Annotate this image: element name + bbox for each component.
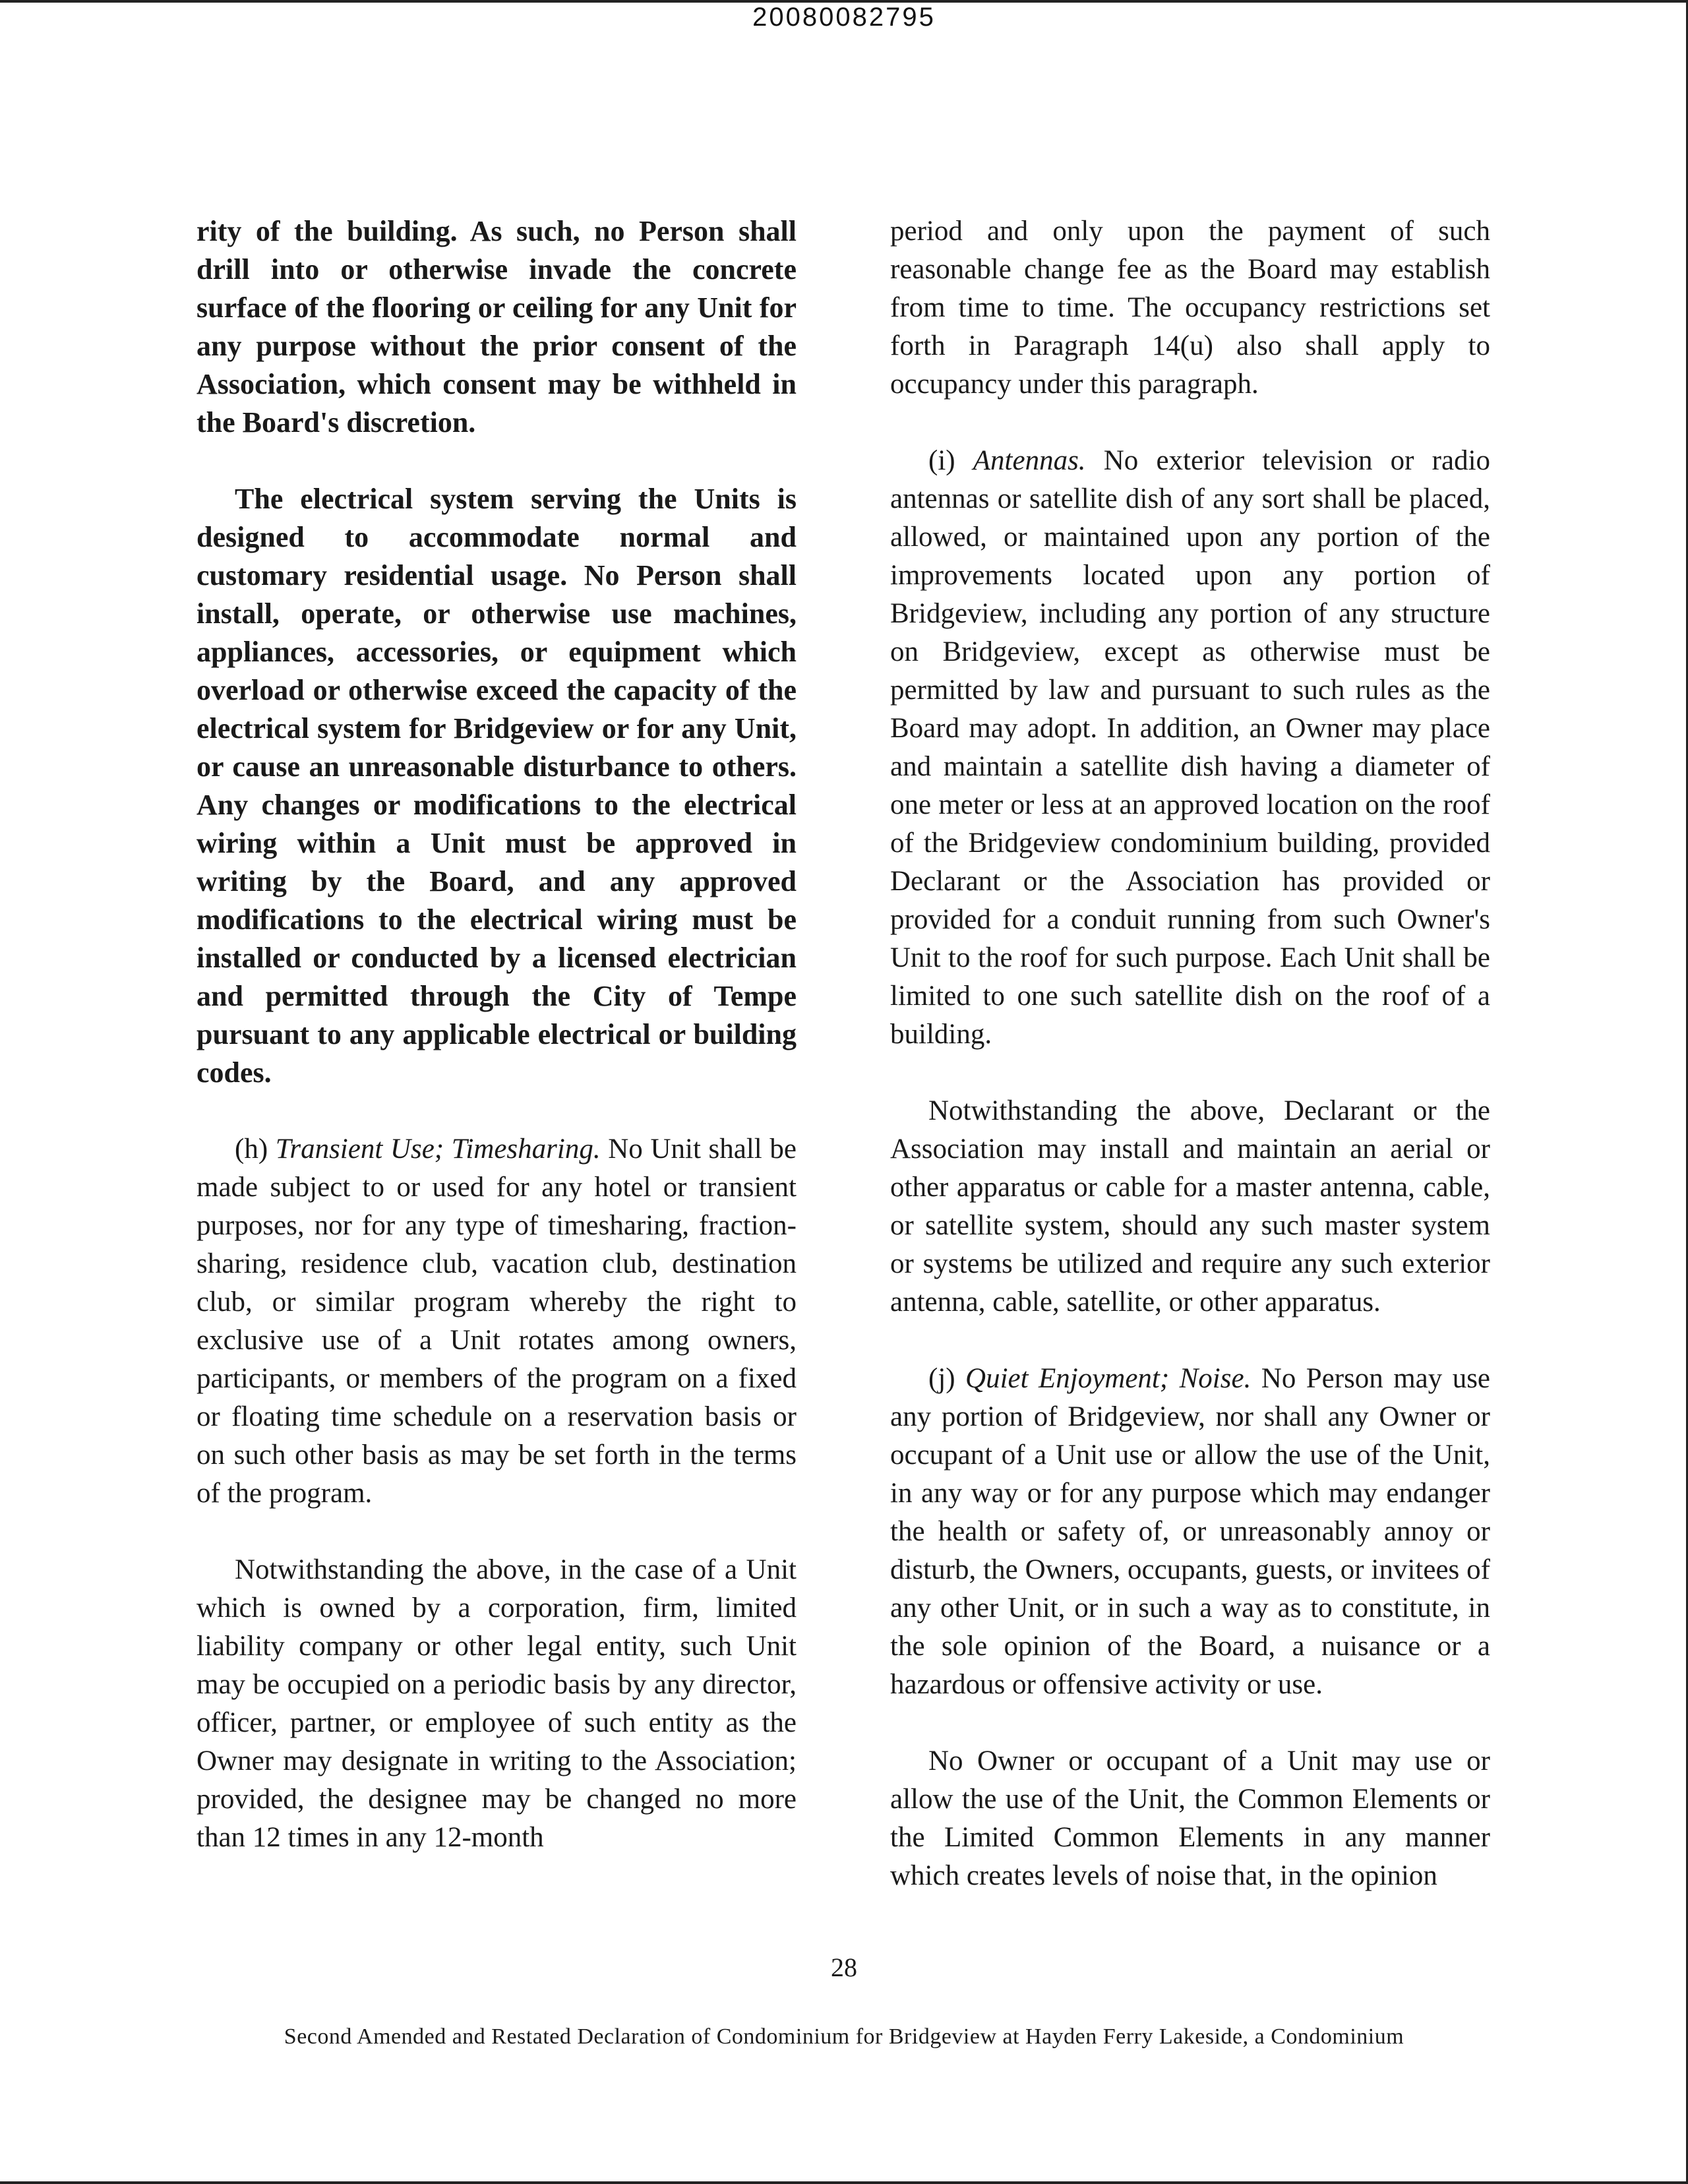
electrical-system-paragraph: The electrical system serving the Units is designed to accommodate normal and customary residential usage. No Person shall install, operate, or otherwise use machines, appliances, accessories, or equipment which overload or otherwise exceed the capacity of the electrical system for Bridgeview or for any Unit, or cause an unreasonable disturbance to others. Any changes or modifications to the electrical wiring within a Unit must be approved in writing by the Board, and any approved modifications to the electrical wiring must be installed or conducted by a licensed electrician and permitted through the City of Tempe pursuant to any applicable electrical or building codes. xyxy=(196,483,797,1089)
right-column xyxy=(890,212,1490,1895)
noise-paragraph: No Owner or occupant of a Unit may use or allow the use of the Unit, the Common Elements or the Limited Common Elements in any manner which creates levels of noise that, in the opinion xyxy=(890,1745,1490,1891)
left-column xyxy=(196,212,797,1857)
section-h-title: Transient Use; Timesharing. xyxy=(275,1134,601,1165)
footer-document-title: Second Amended and Restated Declaration of Condominium for Bridgeview at Hayden Ferry Lakeside, a Condominium xyxy=(284,2024,1404,2049)
section-j-title: Quiet Enjoyment; Noise. xyxy=(965,1363,1251,1394)
entity-occupancy-paragraph: Notwithstanding the above, in the case of a Unit which is owned by a corporation, firm, limited liability company or other legal entity, such Unit may be occupied on a periodic basis by any director, officer, partner, or employee of such entity as the Owner may designate in writing to the Association; provided, the designee may be changed no more than 12 times in any 12-month xyxy=(196,1554,797,1853)
right-paragraph-continuation: period and only upon the payment of such reasonable change fee as the Board may establish from time to time. The occupancy restrictions set forth in Paragraph 14(u) also shall apply to occupancy under this paragraph. xyxy=(890,216,1490,400)
section-j-number: (j) xyxy=(928,1363,955,1394)
section-h-paragraph xyxy=(196,1130,797,1513)
master-antenna-paragraph: Notwithstanding the above, Declarant or the Association may install and maintain an aerial or other apparatus or cable for a master antenna, cable, or satellite system, should any such master system or systems be utilized and require any such exterior antenna, cable, satellite, or other apparatus. xyxy=(890,1095,1490,1318)
document-number: 20080082795 xyxy=(752,3,936,32)
section-j-text: No Person may use any portion of Bridgeview, nor shall any Owner or occupant of a Unit use or allow the use of the Unit, in any way or for any purpose which may endanger the health or safety of, or unreasonably annoy or disturb, the Owners, occupants, guests, or invitees of any other Unit, or in such a way as to constitute, in the sole opinion of the Board, a nuisance or a hazardous or offensive activity or use. xyxy=(890,1363,1491,1700)
section-i-number: (i) xyxy=(928,445,955,476)
section-h-number: (h) xyxy=(235,1134,268,1165)
left-paragraph-continuation: rity of the building. As such, no Person shall drill into or otherwise invade the concrete surface of the flooring or ceiling for any Unit for any purpose without the prior consent of the Association, which consent may be withheld in the Board's discretion. xyxy=(196,215,797,439)
section-i-title: Antennas. xyxy=(973,445,1086,476)
section-j-paragraph xyxy=(890,1360,1490,1704)
section-h-text: No Unit shall be made subject to or used for any hotel or transient purposes, nor for any type of timesharing, fraction-sharing, residence club, vacation club, destination club, or similar program whereby the right to exclusive use of a Unit rotates among owners, participants, or members of the program on a fixed or floating time schedule on a reservation basis or on such other basis as may be set forth in the terms of the program. xyxy=(196,1134,797,1509)
bottom-border xyxy=(0,2181,1688,2184)
section-i-paragraph xyxy=(890,442,1490,1054)
page-number: 28 xyxy=(831,1953,857,1982)
section-i-text: No exterior television or radio antennas or satellite dish of any sort shall be placed, allowed, or maintained upon any portion of the improvements located upon any portion of Bridgeview, including any portion of any structure on Bridgeview, except as otherwise must be permitted by law and pursuant to such rules as the Board may adopt. In addition, an Owner may place and maintain a satellite dish having a diameter of one meter or less at an approved location on the roof of the Bridgeview condominium building, provided Declarant or the Association has provided or provided for a conduit running from such Owner's Unit to the roof for such purpose. Each Unit shall be limited to one such satellite dish on the roof of a building. xyxy=(890,445,1491,1050)
